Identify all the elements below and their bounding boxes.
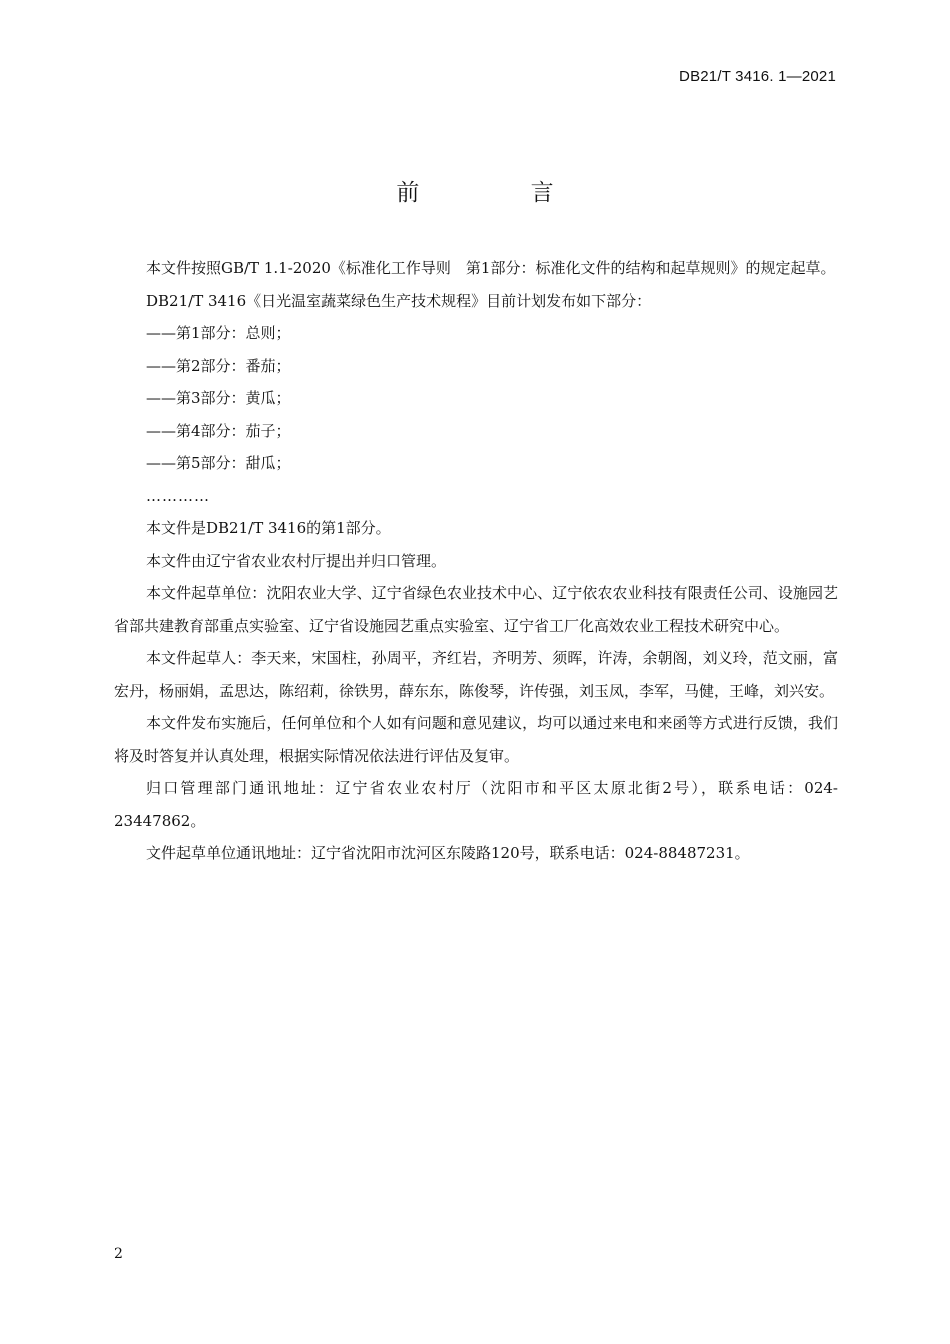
list-ellipsis: …………: [146, 486, 210, 505]
paragraph-drafter-address: 文件起草单位通讯地址：辽宁省沈阳市沈河区东陵路120号，联系电话：024-88487231。: [146, 844, 750, 862]
standard-code: DB21/T 3416. 1—2021: [679, 68, 836, 85]
list-item-part-1: ——第1部分：总则；: [146, 324, 291, 342]
paragraph-parts-plan: DB21/T 3416《日光温室蔬菜绿色生产技术规程》目前计划发布如下部分：: [146, 291, 652, 310]
list-item-part-5: ——第5部分：甜瓜；: [146, 454, 291, 472]
list-item-part-2: ——第2部分：番茄；: [146, 356, 291, 375]
page-title: 前 言: [396, 180, 606, 206]
page-number: 2: [114, 1246, 123, 1262]
paragraph-drafting-basis: 本文件按照GB/T 1.1-2020《标准化工作导则 第1部分：标准化文件的结构和起草规则》的规定起草。: [146, 259, 836, 277]
list-item-part-4: ——第4部分：茄子；: [146, 421, 291, 440]
paragraph-admin-address: 归口管理部门通讯地址：辽宁省农业农村厅（沈阳市和平区太原北街2号），联系电话：024-23447862。: [114, 779, 838, 830]
foreword-body: [114, 252, 838, 870]
list-item-part-3: ——第3部分：黄瓜；: [146, 389, 291, 407]
paragraph-feedback: 本文件发布实施后，任何单位和个人如有问题和意见建议，均可以通过来电和来函等方式进行反馈，我们将及时答复并认真处理，根据实际情况依法进行评估及复审。: [114, 714, 838, 765]
paragraph-drafting-units: 本文件起草单位：沈阳农业大学、辽宁省绿色农业技术中心、辽宁依农农业科技有限责任公司、设施园艺省部共建教育部重点实验室、辽宁省设施园艺重点实验室、辽宁省工厂化高效农业工程技术研究中心。: [114, 584, 838, 635]
paragraph-drafters: 本文件起草人：李天来，宋国柱，孙周平，齐红岩，齐明芳、须晖，许涛，余朝阁，刘义玲，范文丽，富宏丹，杨丽娟，孟思达，陈绍莉，徐铁男，薛东东，陈俊琴，许传强，刘玉凤，李军，马健，王峰，刘兴安。: [114, 649, 838, 700]
paragraph-proposer: 本文件由辽宁省农业农村厅提出并归口管理。: [146, 551, 447, 570]
paragraph-part-statement: 本文件是DB21/T 3416的第1部分。: [146, 519, 391, 537]
